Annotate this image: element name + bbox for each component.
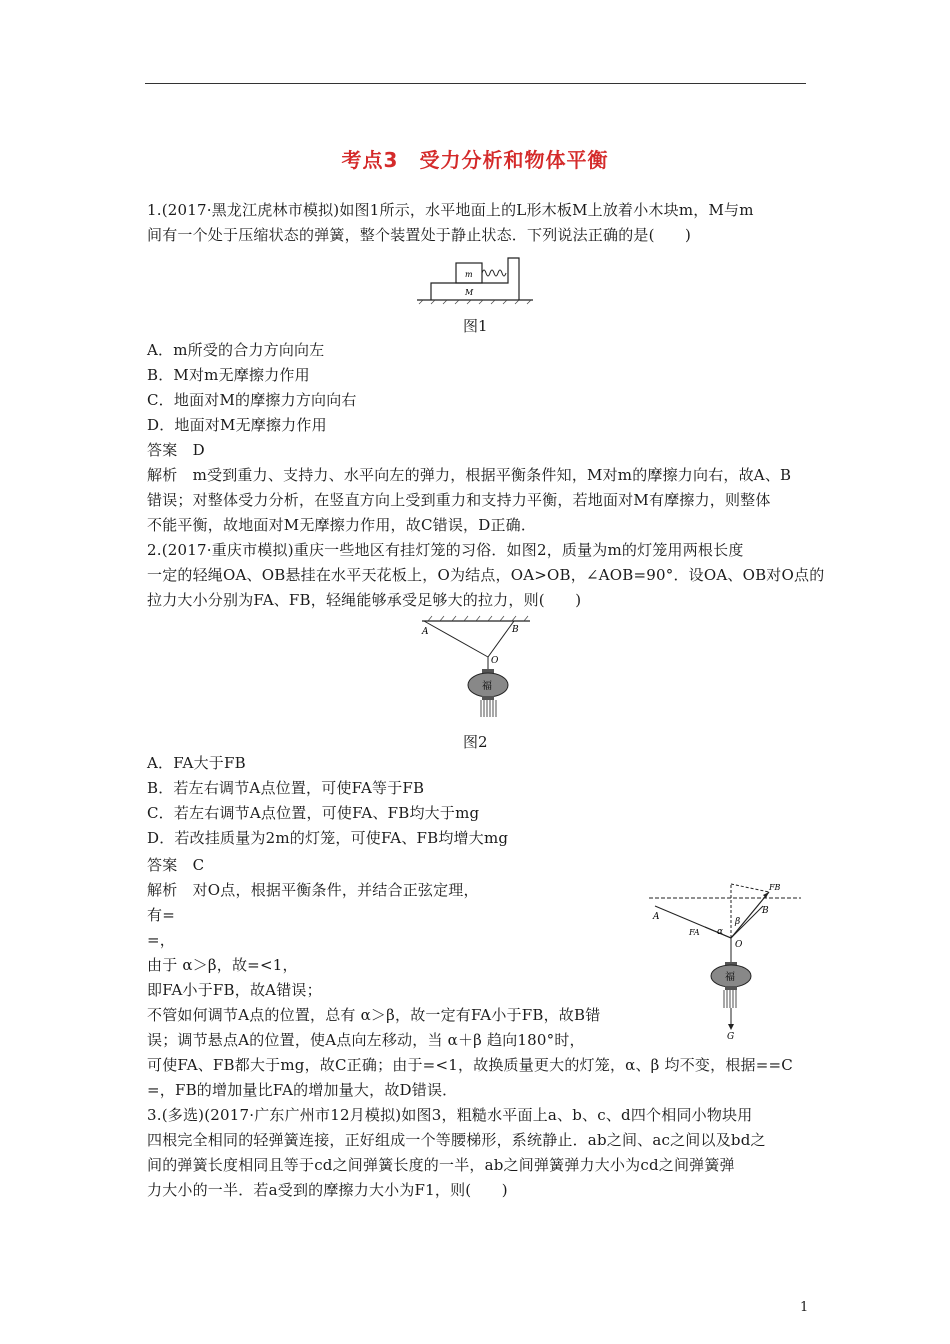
lantern-bottom <box>725 986 737 990</box>
lantern-tassel <box>724 990 736 1008</box>
label-B: B <box>512 625 519 635</box>
q2-analysis-line-9: =，FB的增加量比FA的增加量大，故D错误． <box>147 1081 458 1099</box>
q3-stem-line-1: 3.(多选)(2017·广东广州市12月模拟)如图3，粗糙水平面上a、b、c、d四个相同小物块用 <box>147 1106 753 1124</box>
q2-stem-line-2: 一定的轻绳OA、OB悬挂在水平天花板上，O为结点，OA>OB，∠AOB=90°．设OA、OB对O点的 <box>147 566 825 584</box>
lantern-char: 福 <box>482 681 492 692</box>
figure-1-diagram <box>415 250 535 305</box>
header-rule <box>145 83 806 84</box>
force-FB-arrowhead <box>763 892 769 898</box>
parallelogram-top <box>731 884 769 892</box>
analysis-force-diagram <box>645 876 805 1041</box>
q1-option-a: A．m所受的合力方向向左 <box>147 341 325 359</box>
q3-stem-line-2: 四根完全相同的轻弹簧连接，正好组成一个等腰梯形，系统静止．ab之间、ac之间以及bd之 <box>147 1131 766 1149</box>
ground-hatch <box>419 300 531 304</box>
q1-answer: 答案 D <box>147 441 205 459</box>
label-A: A <box>653 912 660 922</box>
q1-stem-line-1: 1.(2017·黑龙江虎林市模拟)如图1所示，水平地面上的L形木板M上放着小木块m，M与m <box>147 201 754 219</box>
q2-analysis-line-4: 由于 α＞β，故=<1， <box>147 956 298 974</box>
figure-2-diagram <box>418 615 530 723</box>
q2-analysis-line-8: 可使FA、FB都大于mg，故C正确；由于=<1，故换质量更大的灯笼，α、β 均不变，根据==C <box>147 1056 793 1074</box>
q3-stem-line-4: 力大小的一半．若a受到的摩擦力大小为F1，则( ) <box>147 1181 508 1199</box>
q2-option-c: C．若左右调节A点位置，可使FA、FB均大于mg <box>147 804 480 822</box>
lantern-tassel <box>481 700 496 717</box>
q2-analysis-line-1: 解析 对O点，根据平衡条件，并结合正弦定理， <box>147 881 479 899</box>
page-number: 1 <box>800 1300 809 1315</box>
q1-option-c: C．地面对M的摩擦力方向向右 <box>147 391 357 409</box>
l-board-M <box>431 258 519 300</box>
q1-option-d: D．地面对M无摩擦力作用 <box>147 416 327 434</box>
spring <box>482 270 506 276</box>
q2-option-b: B．若左右调节A点位置，可使FA等于FB <box>147 779 425 797</box>
figure-2-caption: 图2 <box>463 733 488 751</box>
q1-analysis-line-2: 错误；对整体受力分析，在竖直方向上受到重力和支持力平衡，若地面对M有摩擦力，则整体 <box>147 491 771 509</box>
q1-stem-line-2: 间有一个处于压缩状态的弹簧，整个装置处于静止状态．下列说法正确的是( ) <box>147 226 692 244</box>
label-O: O <box>491 656 499 666</box>
q2-answer: 答案 C <box>147 856 205 874</box>
page-title: 考点3 受力分析和物体平衡 <box>341 148 609 172</box>
label-FB: FB <box>769 883 781 892</box>
rope-OA <box>424 621 488 657</box>
ceiling-hatch <box>428 616 528 621</box>
q2-analysis-line-6: 不管如何调节A点的位置，总有 α＞β，故一定有FA小于FB，故B错 <box>147 1006 601 1024</box>
label-M: M <box>465 288 474 297</box>
q1-analysis-line-1: 解析 m受到重力、支持力、水平向左的弹力，根据平衡条件知，M对m的摩擦力向右，故A、B <box>147 466 792 484</box>
label-B: B <box>762 906 769 916</box>
q2-stem-line-1: 2.(2017·重庆市模拟)重庆一些地区有挂灯笼的习俗．如图2，质量为m的灯笼用两根长度 <box>147 541 744 559</box>
force-G-arrowhead <box>728 1024 734 1030</box>
q3-stem-line-3: 间的弹簧长度相同且等于cd之间弹簧长度的一半，ab之间弹簧弹力大小为cd之间弹簧弹 <box>147 1156 735 1174</box>
lantern-bottom <box>482 696 494 700</box>
label-beta: β <box>735 917 741 927</box>
q2-option-a: A．FA大于FB <box>147 754 246 772</box>
rope-OB <box>488 621 514 657</box>
label-A: A <box>422 627 429 637</box>
q2-analysis-line-2: 有= <box>147 906 175 924</box>
q2-stem-line-3: 拉力大小分别为FA、FB，轻绳能够承受足够大的拉力，则( ) <box>147 591 582 609</box>
q2-option-d: D．若改挂质量为2m的灯笼，可使FA、FB均增大mg <box>147 829 509 847</box>
label-FA: FA <box>689 928 700 937</box>
label-alpha: α <box>717 927 724 937</box>
lantern-char: 福 <box>725 972 735 983</box>
q1-analysis-line-3: 不能平衡，故地面对M无摩擦力作用，故C错误，D正确． <box>147 516 537 534</box>
label-m: m <box>465 270 473 279</box>
q1-option-b: B．M对m无摩擦力作用 <box>147 366 310 384</box>
q2-analysis-line-3: =， <box>147 931 175 949</box>
label-O: O <box>735 940 743 950</box>
label-G: G <box>727 1032 735 1041</box>
figure-1-caption: 图1 <box>463 317 488 335</box>
q2-analysis-line-5: 即FA小于FB，故A错误； <box>147 981 322 999</box>
q2-analysis-line-7: 误；调节悬点A的位置，使A点向左移动，当 α＋β 趋向180°时， <box>147 1031 585 1049</box>
